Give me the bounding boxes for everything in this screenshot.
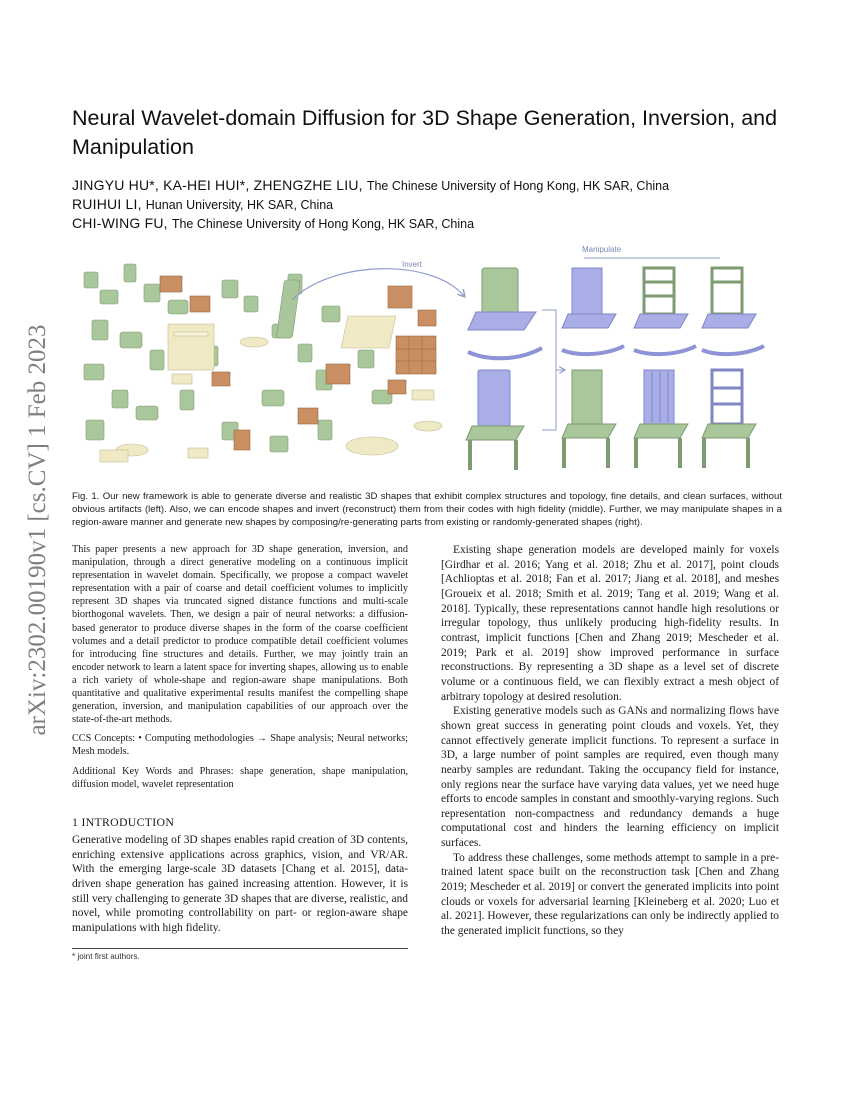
paper-title: Neural Wavelet-domain Diffusion for 3D Shape Generation, Inversion, and Manipulation xyxy=(72,106,778,159)
teaser-figure-graphic xyxy=(72,240,782,485)
figure-caption: Fig. 1. Our new framework is able to generate diverse and realistic 3D shapes that exhibit complex structures and topology, fine details, and clean surfaces, without obvious artifacts (left). Also, we can encode shapes and invert (reconstruct) them from their codes with high fidelity (middle). Further, we may manipulate shapes in a region-aware manner and generate new shapes by composing/re-generating parts from existing or randomly-generated shapes (right). xyxy=(72,491,782,529)
author-names: CHI-WING FU, xyxy=(72,215,168,231)
ccs-concepts: CCS Concepts: • Computing methodologies → Shape analysis; Neural networks; Mesh models. xyxy=(72,733,408,758)
compose-connector xyxy=(542,310,564,430)
body-paragraph: Existing shape generation models are developed mainly for voxels [Girdhar et al. 2016; Yang et al. 2018; Zhu et al. 2017], point clouds [Achlioptas et al. 2018; Fan et al. 2017; Jiang et al. 2018], and meshes [Groueix et al. 2018; Smith et al. 2019; Tang et al. 2019; Wang et al. 2018]. Typically, these representations cannot handle high resolutions or irregular topology, thus unlikely producing high-fidelity results. In contrast, implicit functions [Chen and Zhang 2019; Mescheder et al. 2019; Park et al. 2019] show improved performance in surface reconstructions. By representing a 3D shape as a level set of discrete volume or a continuous field, we can flexibly extract a mesh object of arbitrary topology at desired resolution. xyxy=(441,544,779,703)
inverted-chairs xyxy=(466,268,542,470)
manipulate-label: Manipulate xyxy=(582,245,622,254)
generated-shapes-collage xyxy=(84,264,442,462)
author-affiliation: Hunan University, HK SAR, China xyxy=(145,198,334,212)
abstract-text: This paper presents a new approach for 3D shape generation, inversion, and manipulation, through a direct generative modeling on a continuous implicit representation in wavelet domain. Specifically, we propose a compact wavelet representation with a pair of coarse and detail coefficient volumes to implicitly represent 3D shapes via truncated signed distance functions and multi-scale biorthogonal wavelets. Then, we design a pair of neural networks: a diffusion-based generator to produce diverse shapes in the form of the coarse coefficient volumes and a detail predictor to produce compatible detail coefficient volumes for introducing fine structures and details. Further, we may jointly train an encoder network to learn a latent space for inverting shapes, allowing us to enable a rich variety of whole-shape and region-aware shape manipulations. Both quantitative and qualitative experimental results manifest the compelling shape generation, inversion, and manipulation capabilities of our approach over the state-of-the-art methods. xyxy=(72,544,408,726)
body-paragraph: To address these challenges, some methods attempt to sample in a pre-trained latent space built on the reconstruction task [Chen and Zhang 2019; Mescheder et al. 2019] or convert the generated implicits into point clouds or voxels for adversarial learning [Kleineberg et al. 2020; Luo et al. 2021]. However, these regularizations can only be indirectly applied to the generated implicit functions, so they xyxy=(441,851,779,938)
footnote: * joint first authors. xyxy=(72,952,140,961)
right-column xyxy=(441,543,779,939)
manipulated-chairs-top xyxy=(562,268,764,354)
footnote-rule xyxy=(72,948,408,949)
section-heading: 1 INTRODUCTION xyxy=(72,815,175,829)
keywords: Additional Key Words and Phrases: shape generation, shape manipulation, diffusion model, wavelet representation xyxy=(72,765,408,790)
teaser-figure xyxy=(72,240,782,485)
manipulated-chairs-bottom xyxy=(562,370,756,468)
body-paragraph: Existing generative models such as GANs and normalizing flows have shown great success in generating point clouds and voxels. Yet, they cannot effectively generate implicit functions. To represent a surface in 3D, a large number of point samples are required, even though many nearby samples are redundant. Taking the occupancy field for instance, only regions near the surface have varying data values, yet we need huge efforts to encode samples in constant and smoothly-varying regions. Such representation non-compactness and redundancy demands a huge computational cost and hinders the learning efficiency on implicit surfaces. xyxy=(441,705,779,850)
author-block xyxy=(72,176,782,233)
author-names: RUIHUI LI, xyxy=(72,196,142,212)
invert-arrow xyxy=(292,269,464,300)
invert-label: Invert xyxy=(402,260,423,269)
abstract-column xyxy=(72,543,408,791)
author-affiliation: The Chinese University of Hong Kong, HK SAR, China xyxy=(171,217,475,231)
author-affiliation: The Chinese University of Hong Kong, HK SAR, China xyxy=(366,179,670,193)
arxiv-stamp xyxy=(18,300,58,760)
author-names: JINGYU HU*, KA-HEI HUI*, ZHENGZHE LIU, xyxy=(72,177,363,193)
arxiv-id: arXiv:2302.00190v1 [cs.CV] 1 Feb 2023 xyxy=(24,324,51,736)
intro-paragraph: Generative modeling of 3D shapes enables rapid creation of 3D contents, enriching extensive applications across graphics, vision, and VR/AR. With the emerging large-scale 3D datasets [Chang et al. 2015], data-driven shape generation has gained increasing attention. However, it is still very challenging to generate 3D shapes that are diverse, realistic, and novel, while promoting controllability on part- or region-aware shape manipulations with high fidelity. xyxy=(72,834,408,934)
